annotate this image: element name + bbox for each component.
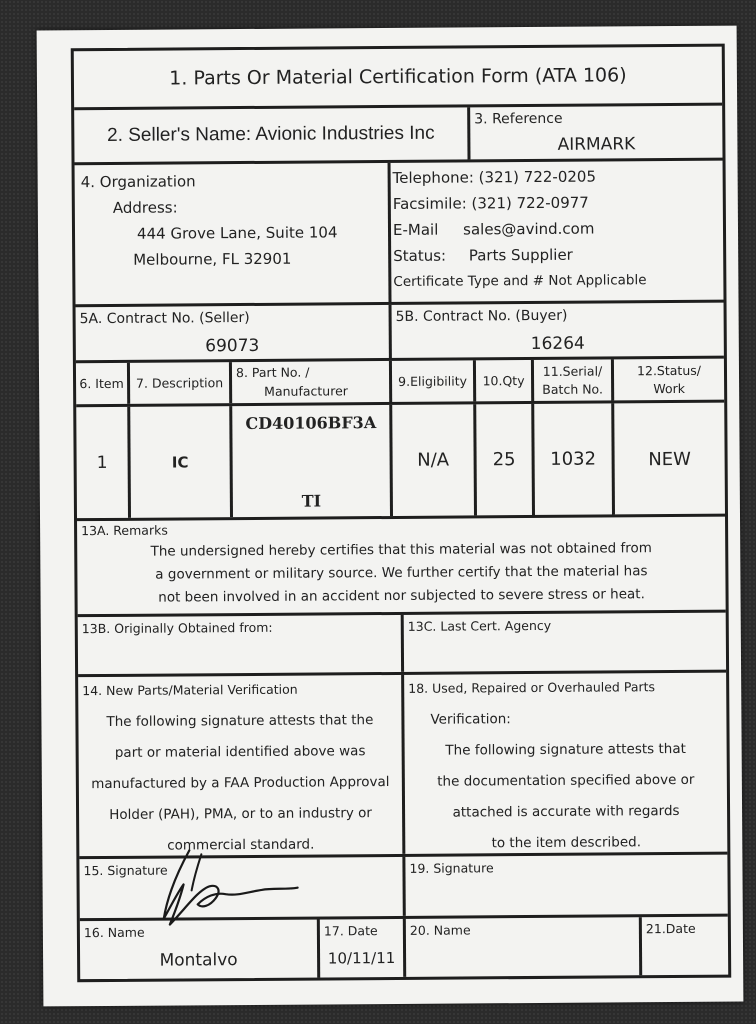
address-label: Address:	[112, 198, 178, 217]
date17-cell	[320, 919, 406, 978]
remarks-cell	[77, 517, 726, 615]
name16-value: Montalvo	[159, 950, 238, 971]
name20-label: 20. Name	[409, 922, 471, 938]
email-label: E-Mail	[392, 220, 439, 239]
new-parts-label: 14. New Parts/Material Verification	[82, 681, 298, 699]
item-eligibility: N/A	[392, 404, 477, 516]
title-row	[74, 47, 722, 111]
new-parts-line5: commercial standard.	[167, 836, 315, 854]
used-parts-line3: the documentation specified above or	[437, 771, 695, 790]
new-parts-line1: The following signature attests that the	[106, 712, 374, 730]
date17-label: 17. Date	[323, 923, 378, 939]
origin-row	[78, 613, 726, 678]
signature19-cell	[405, 855, 727, 916]
item-row	[76, 403, 725, 522]
header-status-line1: 12.Status/	[636, 362, 702, 379]
item-description: IC	[130, 406, 233, 518]
seller-name-cell	[74, 107, 470, 162]
remarks-line3: not been involved in an accident nor subjected to severe stress or heat.	[158, 586, 645, 606]
header-item: 6. Item	[76, 363, 130, 404]
reference-value: AIRMARK	[557, 134, 636, 155]
reference-cell	[470, 106, 722, 160]
form-title: 1. Parts Or Material Certification Form (ATA 106)	[169, 64, 627, 90]
item-qty: 25	[476, 404, 535, 515]
handwritten-signature-icon	[157, 846, 308, 931]
contract-buyer-cell	[392, 303, 724, 358]
seller-name: 2. Seller's Name: Avionic Industries Inc	[107, 122, 435, 146]
organization-label: 4. Organization	[80, 172, 196, 192]
date21-label: 21.Date	[645, 920, 696, 937]
item-number: 1	[76, 407, 131, 518]
header-part	[232, 361, 392, 403]
status-line	[393, 241, 721, 269]
used-parts-cell	[404, 673, 727, 854]
header-eligibility: 9.Eligibility	[392, 360, 476, 402]
verification-row	[78, 673, 727, 860]
header-part-line1: 8. Part No. /	[235, 364, 310, 381]
header-status-line2: Work	[653, 380, 685, 397]
name16-label: 16. Name	[83, 924, 145, 941]
header-part-line2: Manufacturer	[264, 383, 348, 399]
used-parts-line2: The following signature attests that	[445, 740, 686, 759]
date21-cell	[642, 917, 728, 976]
facsimile: Facsimile: (321) 722-0977	[392, 193, 589, 213]
reference-label: 3. Reference	[474, 110, 563, 128]
contract-buyer-label: 5B. Contract No. (Buyer)	[395, 307, 568, 325]
last-cert-cell	[404, 613, 726, 672]
last-cert-label: 13C. Last Cert. Agency	[407, 617, 552, 634]
new-parts-line4: Holder (PAH), PMA, or to an industry or	[109, 805, 372, 823]
item-part	[232, 405, 393, 517]
new-parts-text	[78, 705, 402, 862]
organization-row	[75, 161, 724, 308]
name20-cell	[406, 917, 642, 977]
address-line2: Melbourne, FL 32901	[133, 249, 292, 269]
status-value: Parts Supplier	[468, 245, 573, 265]
contract-seller-value: 69073	[205, 335, 260, 357]
originally-obtained-cell	[78, 615, 404, 674]
used-parts-line4: attached is accurate with regards	[452, 802, 680, 821]
header-status	[614, 359, 724, 401]
item-manufacturer: TI	[301, 491, 322, 511]
remarks-label: 13A. Remarks	[81, 522, 168, 539]
header-serial	[534, 359, 614, 401]
item-part-number: CD40106BF3A	[245, 413, 377, 434]
remarks-text	[77, 537, 725, 611]
email-value: sales@avind.com	[463, 219, 595, 239]
used-parts-line5: to the item described.	[491, 834, 642, 852]
used-parts-line1: Verification:	[430, 711, 511, 728]
name-date-row	[80, 917, 728, 980]
contact-cell	[391, 161, 724, 302]
certificate-type: Certificate Type and # Not Applicable	[393, 272, 647, 290]
certification-paper	[37, 26, 744, 1007]
address-line1: 444 Grove Lane, Suite 104	[136, 223, 338, 243]
header-serial-line2: Batch No.	[542, 381, 603, 397]
contract-row	[76, 303, 724, 364]
new-parts-line3: manufactured by a FAA Production Approval	[91, 774, 390, 793]
remarks-line2: a government or military source. We further certify that the material has	[155, 563, 648, 583]
contract-buyer-value: 16264	[530, 333, 585, 355]
seller-row	[74, 106, 722, 166]
originally-obtained-label: 13B. Originally Obtained from:	[81, 619, 273, 637]
organization-cell	[75, 163, 392, 304]
signature15-label: 15. Signature	[83, 862, 168, 879]
new-parts-line2: part or material identified above was	[114, 743, 366, 761]
used-parts-label: 18. Used, Repaired or Overhauled Parts	[408, 679, 656, 696]
name16-cell	[80, 919, 320, 979]
telephone: Telephone: (321) 722-0205	[392, 167, 597, 187]
item-status: NEW	[648, 448, 691, 471]
items-header-row	[76, 359, 724, 408]
signature-row	[79, 855, 727, 922]
item-serial: 1032	[534, 403, 615, 515]
email-line	[393, 215, 721, 243]
remarks-row	[77, 517, 726, 618]
certification-form	[71, 44, 732, 983]
new-parts-cell	[78, 675, 405, 856]
header-qty: 10.Qty	[476, 360, 534, 401]
remarks-line1: The undersigned hereby certifies that this material was not obtained from	[150, 540, 652, 560]
status-label: Status:	[393, 246, 447, 265]
used-parts-text	[404, 703, 727, 860]
contract-seller-label: 5A. Contract No. (Seller)	[79, 309, 250, 328]
header-description: 7. Description	[130, 362, 232, 404]
signature15-cell	[79, 857, 405, 918]
date17-value: 10/11/11	[327, 948, 396, 968]
signature19-label: 19. Signature	[409, 860, 494, 876]
header-serial-line1: 11.Serial/	[542, 363, 603, 379]
contract-seller-cell	[76, 305, 392, 360]
